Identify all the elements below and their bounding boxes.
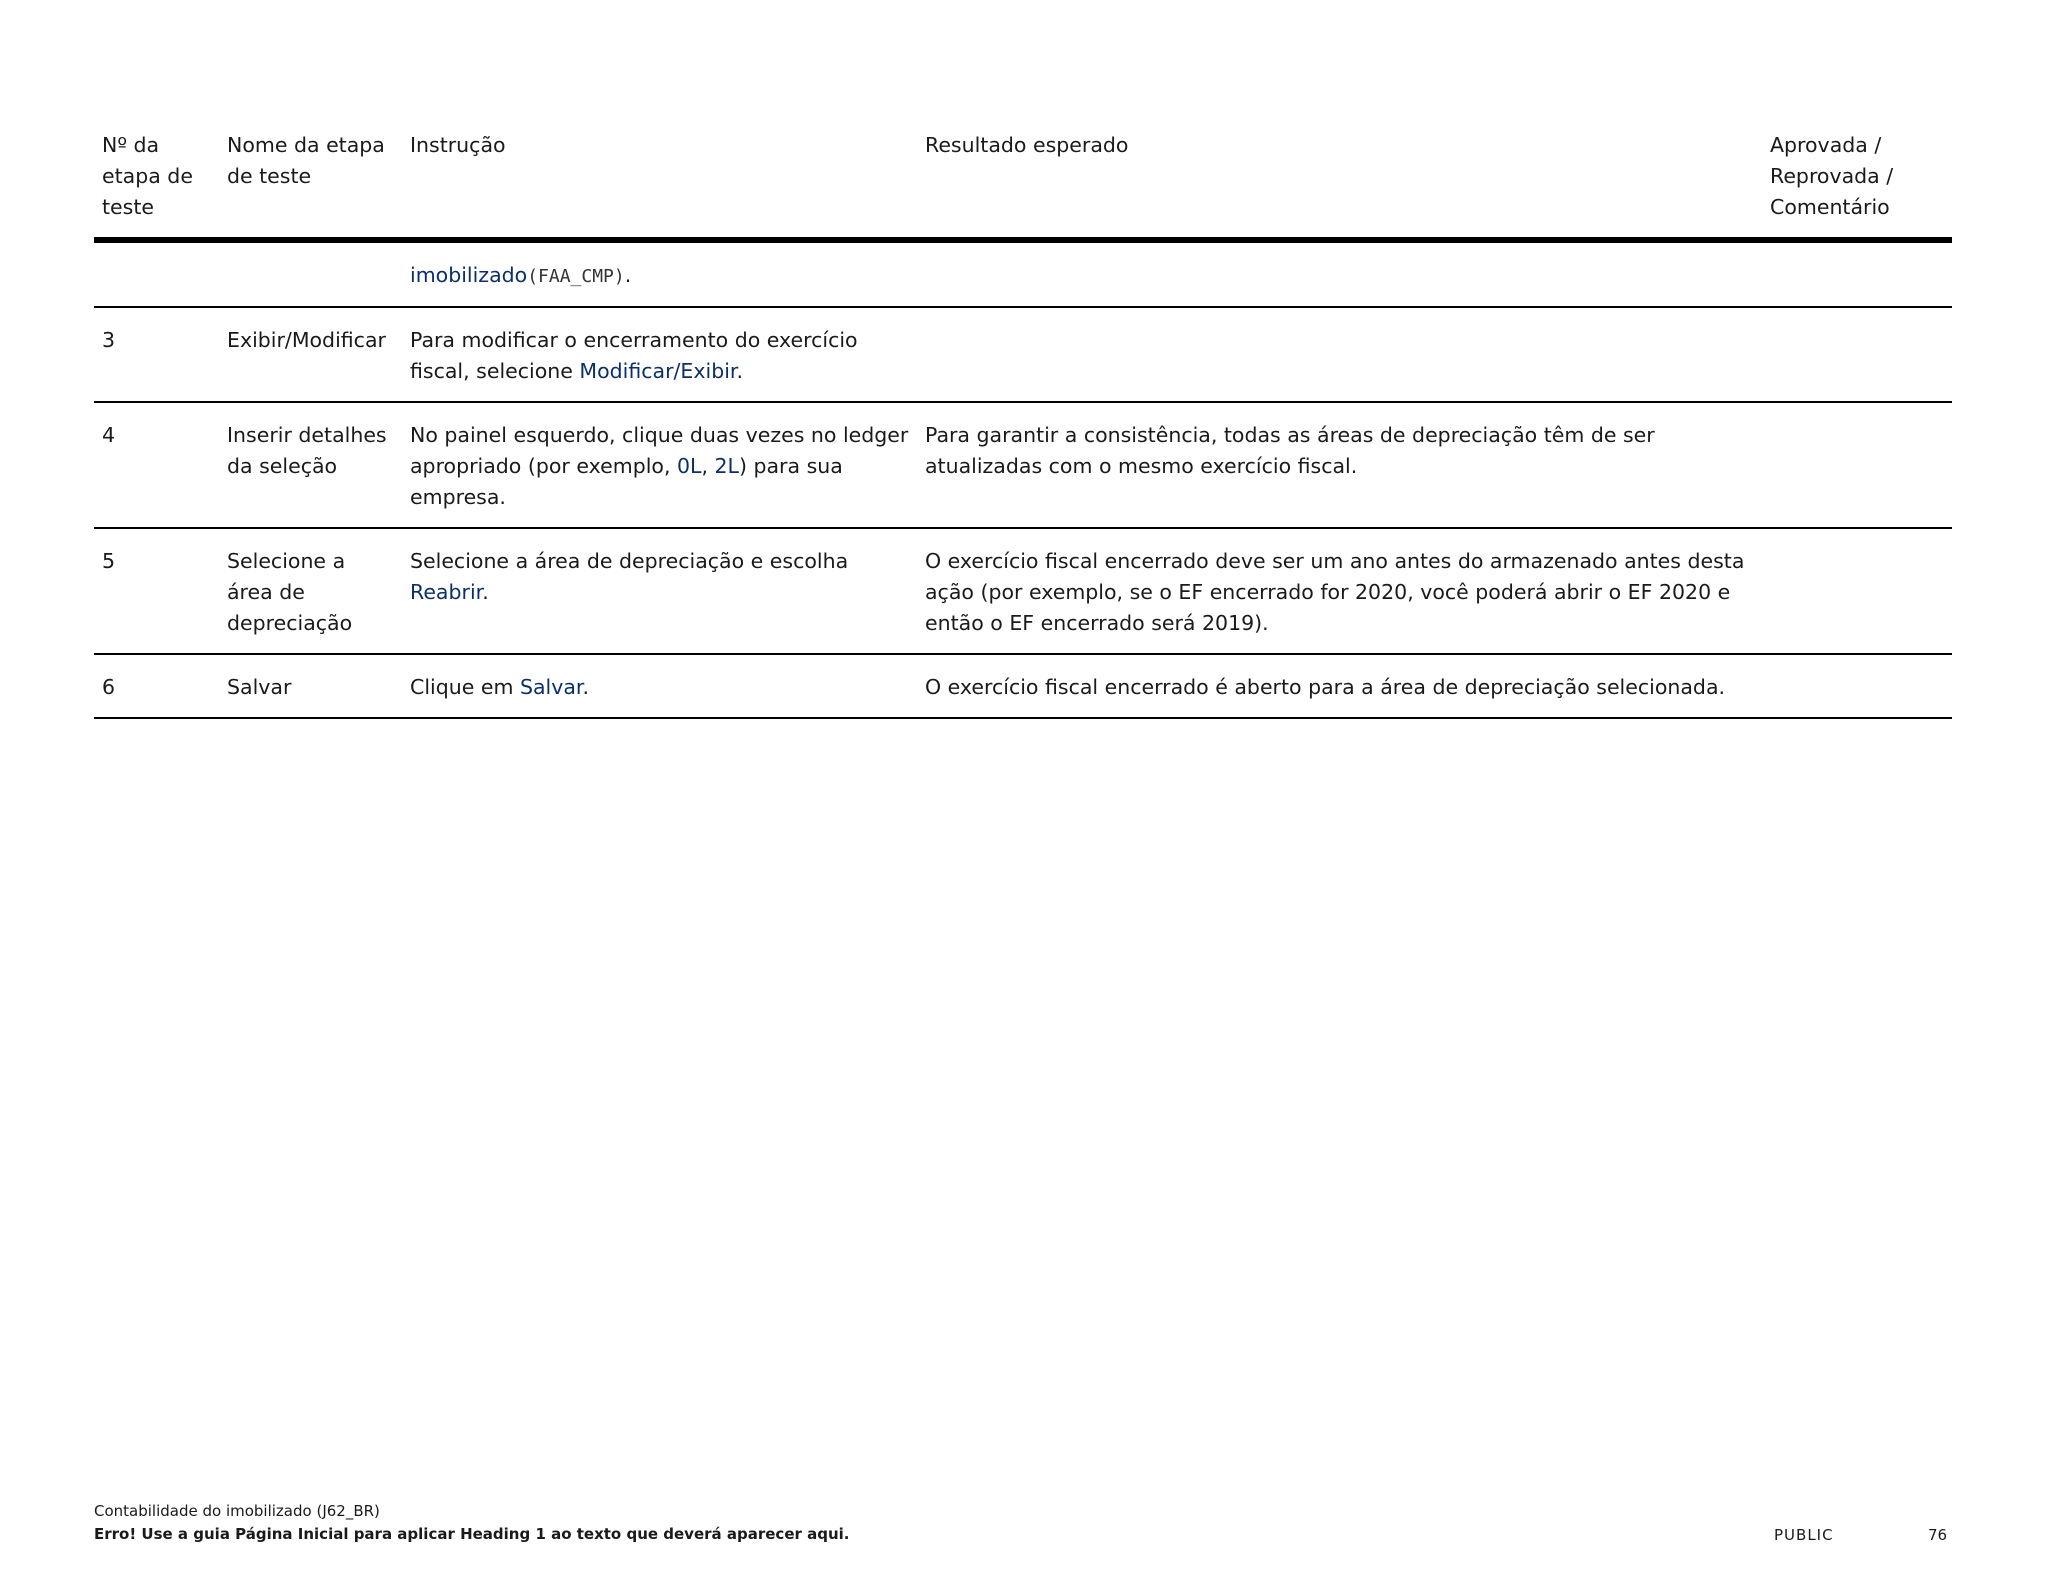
footer-page-number: 76 xyxy=(1928,1526,1948,1544)
header-step-name: Nome da etapa de teste xyxy=(219,128,402,240)
footer xyxy=(94,1500,850,1546)
ledger-0l-link[interactable]: 0L xyxy=(676,454,702,478)
salvar-link[interactable]: Salvar xyxy=(519,675,583,699)
table-row xyxy=(94,654,1952,718)
table-row xyxy=(94,307,1952,402)
instruction-cell xyxy=(402,307,917,402)
step-number-cell xyxy=(94,240,219,307)
transaction-code: (FAA_CMP) xyxy=(527,266,625,287)
instruction-after: . xyxy=(482,580,489,604)
instruction-before: Para modificar o encerramento do exercício fiscal, selecione xyxy=(410,328,858,383)
status-cell xyxy=(1762,402,1952,528)
instruction-cell xyxy=(402,528,917,654)
step-number-cell: 6 xyxy=(94,654,219,718)
expected-result-cell: Para garantir a consistência, todas as áreas de depreciação têm de ser atualizadas com o mesmo exercício fiscal. xyxy=(917,402,1762,528)
footer-document-title: Contabilidade do imobilizado (J62_BR) xyxy=(94,1502,380,1520)
step-name-cell: Inserir detalhes da seleção xyxy=(219,402,402,528)
step-number-cell: 4 xyxy=(94,402,219,528)
instruction-before: Selecione a área de depreciação e escolha xyxy=(410,549,849,573)
expected-result-cell: O exercício fiscal encerrado é aberto para a área de depreciação selecionada. xyxy=(917,654,1762,718)
expected-result-cell xyxy=(917,240,1762,307)
footer-classification: PUBLIC xyxy=(1774,1526,1834,1544)
instruction-after: . xyxy=(624,263,632,287)
instruction-before: No painel esquerdo, clique duas vezes no ledger apropriado (por exemplo, xyxy=(410,423,909,478)
expected-result-cell: O exercício fiscal encerrado deve ser um ano antes do armazenado antes desta ação (por exemplo, se o EF encerrado for 2020, você poderá abrir o EF 2020 e então o EF encerrado será 2019). xyxy=(917,528,1762,654)
test-steps-table xyxy=(94,128,1952,719)
imobilizado-link[interactable]: imobilizado xyxy=(410,263,528,287)
instruction-cell xyxy=(402,402,917,528)
status-cell xyxy=(1762,240,1952,307)
instruction-after: ) para sua empresa. xyxy=(410,454,843,509)
expected-result-cell xyxy=(917,307,1762,402)
status-cell xyxy=(1762,307,1952,402)
modificar-exibir-link[interactable]: Modificar/Exibir xyxy=(579,359,737,383)
header-step-number: Nº da etapa de teste xyxy=(94,128,219,240)
instruction-before: Clique em xyxy=(410,675,520,699)
header-instruction: Instrução xyxy=(402,128,917,240)
step-number-cell: 3 xyxy=(94,307,219,402)
instruction-separator: , xyxy=(701,454,715,478)
table-row xyxy=(94,240,1952,307)
header-expected-result: Resultado esperado xyxy=(917,128,1762,240)
step-name-cell: Selecione a área de depreciação xyxy=(219,528,402,654)
table-header-row xyxy=(94,128,1952,240)
step-name-cell: Exibir/Modificar xyxy=(219,307,402,402)
step-name-cell xyxy=(219,240,402,307)
instruction-cell xyxy=(402,654,917,718)
instruction-after: . xyxy=(582,675,589,699)
step-name-cell: Salvar xyxy=(219,654,402,718)
table-row xyxy=(94,402,1952,528)
instruction-after: . xyxy=(736,359,743,383)
header-status: Aprovada / Reprovada / Comentário xyxy=(1762,128,1952,240)
step-number-cell: 5 xyxy=(94,528,219,654)
instruction-cell xyxy=(402,240,917,307)
status-cell xyxy=(1762,528,1952,654)
table-row xyxy=(94,528,1952,654)
ledger-2l-link[interactable]: 2L xyxy=(714,454,739,478)
footer-error-text: Erro! Use a guia Página Inicial para aplicar Heading 1 ao texto que deverá aparecer aqui. xyxy=(94,1525,850,1543)
reabrir-link[interactable]: Reabrir xyxy=(410,580,483,604)
status-cell xyxy=(1762,654,1952,718)
